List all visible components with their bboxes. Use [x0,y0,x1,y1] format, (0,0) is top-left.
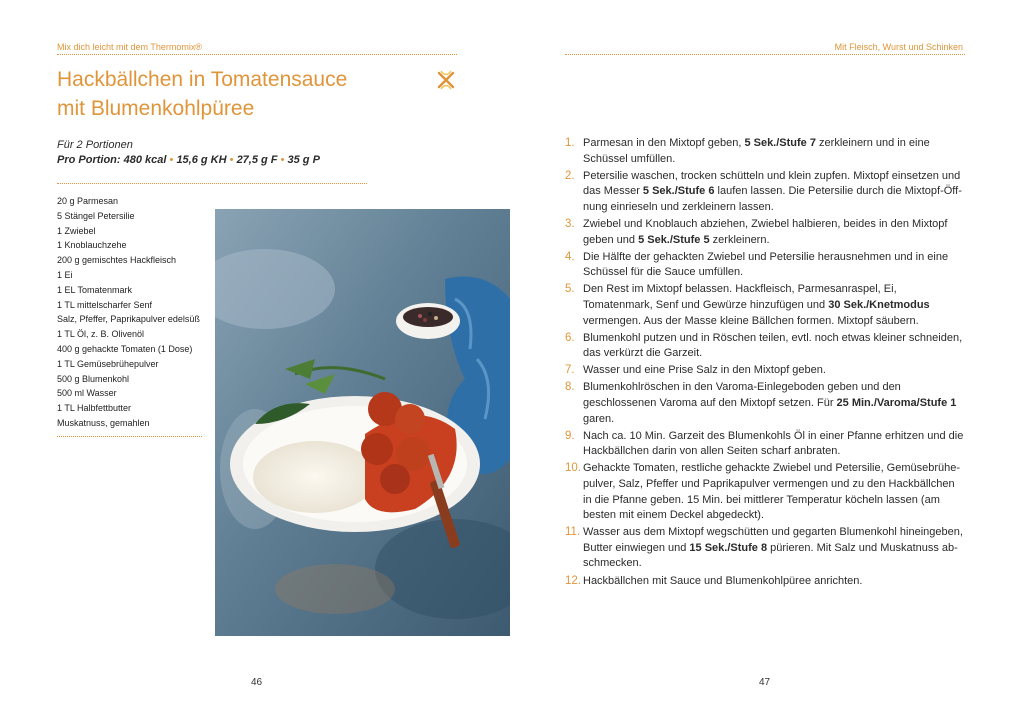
step-text: Zwiebel und Knoblauch abziehen, Zwiebel halbieren, beides in den Mixtopf geben und [583,217,948,246]
ingredient-item: 20 g Parmesan [57,196,119,206]
low-carb-badge-icon [436,70,456,90]
ingredient-item: 1 EL Tomatenmark [57,284,133,295]
step-setting: 5 Sek./Stufe 7 [744,137,816,149]
recipe-title [57,65,387,123]
step-setting: 5 Sek./Stufe 5 [638,233,710,246]
step-text: Wasser und eine Prise Salz in den Mixtopf geben. [583,364,826,377]
step-text: Parmesan in den Mixtopf geben, [583,137,745,149]
step-text: Blumenkohl putzen und in Röschen teilen, evtl. noch etwas kleiner schneiden, das verkürzt die Garzeit. [583,331,963,360]
step-text: Blumenkohlröschen in den Varoma-Einlegeboden geben und den geschlossenen Varoma auf den Mixtopf setzen. Für [583,381,901,409]
step-text: zerkleinern und in eine Schüssel umfüllen. [583,137,930,165]
header-divider-right [565,54,965,55]
nutrition-protein: 35 g P [287,154,320,166]
ingredient-item: Salz, Pfeffer, Paprikapulver edelsüß [57,314,200,325]
ingredient-item: 1 Zwiebel [57,225,96,236]
running-header-left: Mix dich leicht mit dem Thermomix® [57,42,202,52]
step-number: 11. [565,526,581,539]
ingredient-item: 500 ml Wasser [57,388,117,399]
step-item [565,461,965,523]
step-number: 2. [565,169,575,182]
ingredient-item: Muskatnuss, gemahlen [57,417,150,428]
step-setting: 15 Sek./Stufe 8 [689,541,768,554]
step-setting: 30 Sek./Knetmodus [828,298,930,311]
step-number: 1. [565,137,575,149]
step-text: Den Rest im Mixtopf belassen. Hackfleisch, Parmesanraspel, Ei, Tomatenmark, Senf und Gewürze hinzufügen und [583,283,897,311]
recipe-title-line1: Hackbällchen in Tomatensauce [57,68,348,91]
step-number: 4. [565,250,575,263]
step-number: 3. [565,217,575,230]
step-text: Gehackte Tomaten, restliche gehackte Zwiebel und Petersilie, Gemüsebrühepulver, Salz, Pfeffer und Paprikapulver vermengen und zu den Hackbällchen in die Pfanne geben. 15 Min. bei mittlerer Temperatur köcheln lassen (am besten mit einem Deckel abgedeckt). [583,462,961,522]
step-item [565,363,965,379]
ingredient-item: 5 Stängel Petersilie [57,210,135,221]
step-number: 6. [565,331,575,344]
step-text: Nach ca. 10 Min. Garzeit des Blumenkohls Öl in einer Pfanne erhitzen und die Hackbällchen darin von allen Seiten scharf anbraten. [583,429,964,458]
step-text: Petersilie waschen, trocken schütteln und klein zupfen. Mixtopf einsetzen und das Messer [583,169,961,198]
nutrition-separator: • [169,154,174,166]
instruction-steps [565,136,965,591]
ingredient-item: 1 Knoblauchzehe [57,240,127,251]
ingredient-list [57,194,207,431]
step-text: Die Hälfte der gehackten Zwiebel und Petersilie herausnehmen und in eine Schüssel für die Sauce umfüllen. [583,250,949,279]
step-text: Hackbällchen mit Sauce und Blumenkohlpüree anrichten. [583,574,863,587]
step-item [565,429,965,460]
step-item [565,380,965,427]
nutrition-label: Pro Portion: [57,154,121,166]
ingredient-divider [57,436,202,437]
portions-divider [57,183,367,184]
ingredient-item: 1 TL Gemüsebrühepulver [57,358,159,369]
nutrition-carbs: 15,6 g KH [176,154,227,166]
running-header-right: Mit Fleisch, Wurst und Schinken [834,42,963,52]
ingredient-item: 500 g Blumenkohl [57,373,130,384]
step-item [565,525,965,572]
step-item [565,282,965,329]
step-item [565,169,965,216]
step-item [565,250,965,281]
step-item [565,217,965,248]
recipe-photo [215,209,510,636]
step-item [565,331,965,362]
nutrition-fat: 27,5 g F [236,154,278,166]
header-divider-left [57,54,457,55]
step-text: laufen lassen. Die Petersilie durch die Mixtopf-Öffnung einrieseln und zerkleinern lassen. [583,185,962,213]
nutrition-separator: • [280,154,285,166]
step-item [565,136,965,167]
step-number: 9. [565,429,575,442]
step-setting: 25 Min./Varoma/Stufe 1 [836,397,957,409]
step-number: 5. [565,283,575,296]
ingredient-item: 1 TL mittelscharfer Senf [57,299,153,310]
step-text: garen. [583,412,615,425]
portions-block [57,138,320,168]
nutrition-line [57,153,320,168]
ingredient-item: 400 g gehackte Tomaten (1 Dose) [57,343,193,354]
step-text: pürieren. Mit Salz und Muskatnuss abschmecken. [583,541,958,570]
nutrition-kcal: 480 kcal [123,154,167,166]
step-text: vermengen. Aus der Masse kleine Bällchen formen. Mixtopf säubern. [583,314,919,327]
step-number: 10. [565,462,581,475]
step-item [565,574,965,590]
step-number: 12. [565,574,581,587]
ingredient-item: 1 Ei [57,269,73,280]
ingredient-item: 1 TL Halbfettbutter [57,403,132,414]
portions-count: Für 2 Portionen [57,139,133,151]
nutrition-separator: • [229,154,234,166]
step-text: zerkleinern. [709,233,770,246]
step-setting: 5 Sek./Stufe 6 [642,185,715,198]
page-number-right: 47 [759,677,771,688]
page-number-left: 46 [251,677,263,688]
step-number: 7. [565,364,575,377]
step-number: 8. [565,381,575,394]
ingredient-item: 200 g gemischtes Hackfleisch [57,255,177,266]
recipe-title-line2: mit Blumenkohlpüree [57,97,255,120]
ingredient-item: 1 TL Öl, z. B. Olivenöl [57,329,145,340]
step-text: Wasser aus dem Mixtopf wegschütten und gegarten Blumenkohl hineingeben, Butter einwiegen und [583,526,963,554]
